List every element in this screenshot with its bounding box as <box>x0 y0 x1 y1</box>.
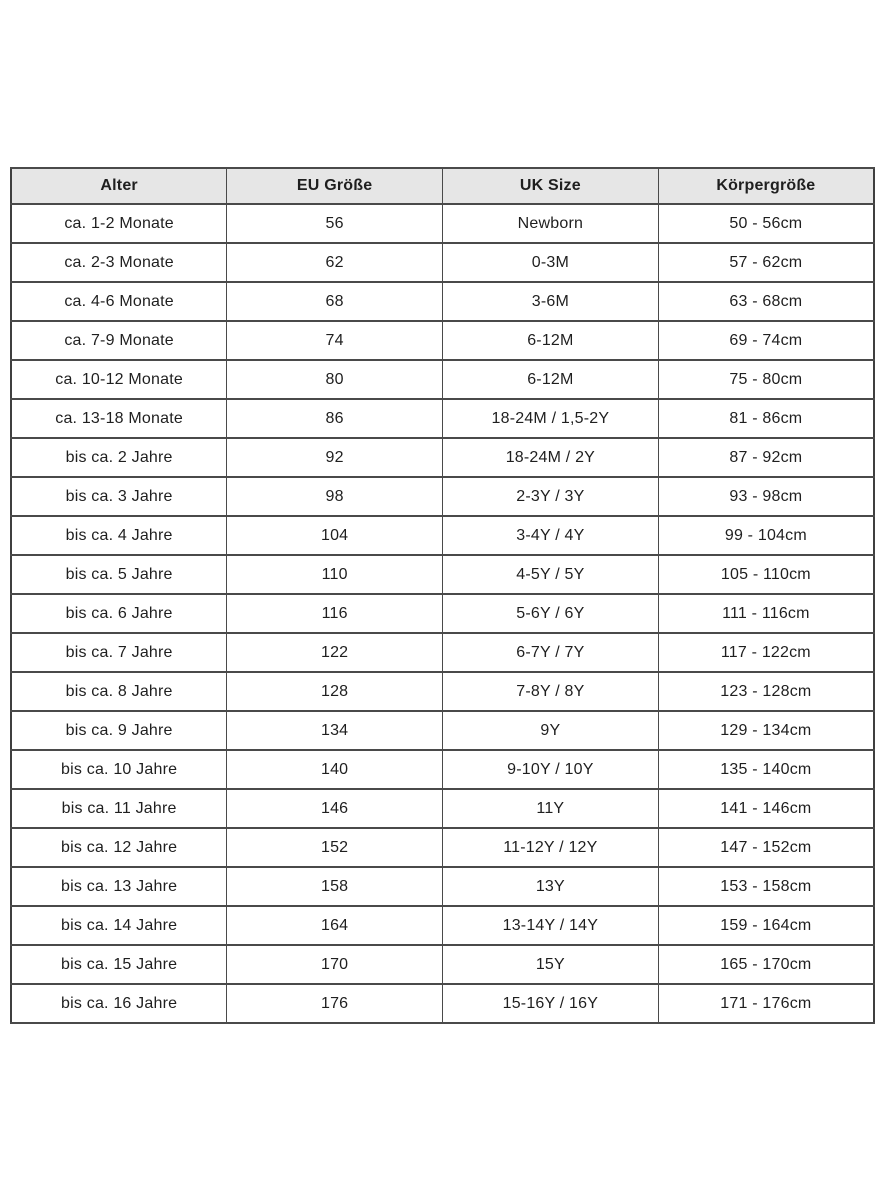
cell-uk-size: 18-24M / 1,5-2Y <box>443 399 659 438</box>
table-row <box>11 828 874 867</box>
cell-koerpergroesse: 159 - 164cm <box>658 906 874 945</box>
cell-alter: bis ca. 4 Jahre <box>11 516 227 555</box>
cell-eu-groesse: 80 <box>227 360 443 399</box>
cell-eu-groesse: 110 <box>227 555 443 594</box>
cell-uk-size: 15Y <box>443 945 659 984</box>
cell-koerpergroesse: 111 - 116cm <box>658 594 874 633</box>
cell-alter: ca. 1-2 Monate <box>11 204 227 243</box>
table-row <box>11 516 874 555</box>
cell-koerpergroesse: 75 - 80cm <box>658 360 874 399</box>
size-table-header <box>11 168 874 204</box>
cell-koerpergroesse: 57 - 62cm <box>658 243 874 282</box>
cell-alter: bis ca. 13 Jahre <box>11 867 227 906</box>
cell-uk-size: 18-24M / 2Y <box>443 438 659 477</box>
cell-uk-size: 15-16Y / 16Y <box>443 984 659 1023</box>
table-row <box>11 321 874 360</box>
cell-koerpergroesse: 129 - 134cm <box>658 711 874 750</box>
size-table-body <box>11 204 874 1023</box>
cell-uk-size: 6-12M <box>443 360 659 399</box>
cell-koerpergroesse: 147 - 152cm <box>658 828 874 867</box>
cell-alter: ca. 7-9 Monate <box>11 321 227 360</box>
cell-uk-size: 13-14Y / 14Y <box>443 906 659 945</box>
cell-koerpergroesse: 50 - 56cm <box>658 204 874 243</box>
cell-koerpergroesse: 99 - 104cm <box>658 516 874 555</box>
header-eu-groesse: EU Größe <box>227 168 443 204</box>
cell-alter: ca. 10-12 Monate <box>11 360 227 399</box>
cell-koerpergroesse: 117 - 122cm <box>658 633 874 672</box>
cell-koerpergroesse: 141 - 146cm <box>658 789 874 828</box>
cell-uk-size: 13Y <box>443 867 659 906</box>
cell-eu-groesse: 152 <box>227 828 443 867</box>
cell-alter: bis ca. 11 Jahre <box>11 789 227 828</box>
cell-eu-groesse: 74 <box>227 321 443 360</box>
cell-koerpergroesse: 153 - 158cm <box>658 867 874 906</box>
cell-koerpergroesse: 171 - 176cm <box>658 984 874 1023</box>
cell-eu-groesse: 164 <box>227 906 443 945</box>
cell-koerpergroesse: 165 - 170cm <box>658 945 874 984</box>
cell-uk-size: 3-6M <box>443 282 659 321</box>
cell-eu-groesse: 86 <box>227 399 443 438</box>
cell-koerpergroesse: 135 - 140cm <box>658 750 874 789</box>
cell-eu-groesse: 158 <box>227 867 443 906</box>
table-row <box>11 789 874 828</box>
cell-alter: bis ca. 5 Jahre <box>11 555 227 594</box>
cell-alter: bis ca. 6 Jahre <box>11 594 227 633</box>
table-row <box>11 633 874 672</box>
cell-uk-size: 11Y <box>443 789 659 828</box>
cell-uk-size: 7-8Y / 8Y <box>443 672 659 711</box>
cell-alter: bis ca. 15 Jahre <box>11 945 227 984</box>
cell-uk-size: 9-10Y / 10Y <box>443 750 659 789</box>
cell-uk-size: 11-12Y / 12Y <box>443 828 659 867</box>
cell-uk-size: Newborn <box>443 204 659 243</box>
table-row <box>11 243 874 282</box>
header-uk-size: UK Size <box>443 168 659 204</box>
table-row <box>11 438 874 477</box>
cell-eu-groesse: 98 <box>227 477 443 516</box>
cell-eu-groesse: 92 <box>227 438 443 477</box>
table-row <box>11 282 874 321</box>
cell-uk-size: 9Y <box>443 711 659 750</box>
cell-uk-size: 6-7Y / 7Y <box>443 633 659 672</box>
table-row <box>11 672 874 711</box>
cell-eu-groesse: 116 <box>227 594 443 633</box>
table-row <box>11 477 874 516</box>
cell-alter: bis ca. 2 Jahre <box>11 438 227 477</box>
table-row <box>11 711 874 750</box>
table-row <box>11 594 874 633</box>
cell-eu-groesse: 134 <box>227 711 443 750</box>
table-row <box>11 984 874 1023</box>
cell-alter: bis ca. 16 Jahre <box>11 984 227 1023</box>
cell-uk-size: 2-3Y / 3Y <box>443 477 659 516</box>
cell-alter: ca. 2-3 Monate <box>11 243 227 282</box>
cell-eu-groesse: 68 <box>227 282 443 321</box>
cell-eu-groesse: 128 <box>227 672 443 711</box>
cell-koerpergroesse: 87 - 92cm <box>658 438 874 477</box>
cell-koerpergroesse: 105 - 110cm <box>658 555 874 594</box>
table-row <box>11 906 874 945</box>
table-row <box>11 555 874 594</box>
table-row <box>11 867 874 906</box>
header-row <box>11 168 874 204</box>
cell-uk-size: 3-4Y / 4Y <box>443 516 659 555</box>
cell-alter: bis ca. 8 Jahre <box>11 672 227 711</box>
cell-koerpergroesse: 93 - 98cm <box>658 477 874 516</box>
table-row <box>11 360 874 399</box>
cell-koerpergroesse: 69 - 74cm <box>658 321 874 360</box>
cell-alter: bis ca. 7 Jahre <box>11 633 227 672</box>
cell-alter: bis ca. 3 Jahre <box>11 477 227 516</box>
cell-alter: bis ca. 12 Jahre <box>11 828 227 867</box>
cell-eu-groesse: 146 <box>227 789 443 828</box>
size-chart-table <box>10 167 875 1024</box>
cell-alter: bis ca. 14 Jahre <box>11 906 227 945</box>
cell-alter: bis ca. 9 Jahre <box>11 711 227 750</box>
cell-uk-size: 6-12M <box>443 321 659 360</box>
cell-eu-groesse: 122 <box>227 633 443 672</box>
table-row <box>11 204 874 243</box>
header-koerpergroesse: Körpergröße <box>658 168 874 204</box>
cell-eu-groesse: 56 <box>227 204 443 243</box>
cell-uk-size: 0-3M <box>443 243 659 282</box>
cell-eu-groesse: 176 <box>227 984 443 1023</box>
cell-eu-groesse: 140 <box>227 750 443 789</box>
cell-koerpergroesse: 81 - 86cm <box>658 399 874 438</box>
cell-eu-groesse: 170 <box>227 945 443 984</box>
cell-alter: bis ca. 10 Jahre <box>11 750 227 789</box>
cell-koerpergroesse: 63 - 68cm <box>658 282 874 321</box>
cell-alter: ca. 4-6 Monate <box>11 282 227 321</box>
cell-uk-size: 4-5Y / 5Y <box>443 555 659 594</box>
cell-eu-groesse: 62 <box>227 243 443 282</box>
cell-alter: ca. 13-18 Monate <box>11 399 227 438</box>
cell-uk-size: 5-6Y / 6Y <box>443 594 659 633</box>
table-row <box>11 945 874 984</box>
cell-eu-groesse: 104 <box>227 516 443 555</box>
cell-koerpergroesse: 123 - 128cm <box>658 672 874 711</box>
table-row <box>11 399 874 438</box>
header-alter: Alter <box>11 168 227 204</box>
table-row <box>11 750 874 789</box>
